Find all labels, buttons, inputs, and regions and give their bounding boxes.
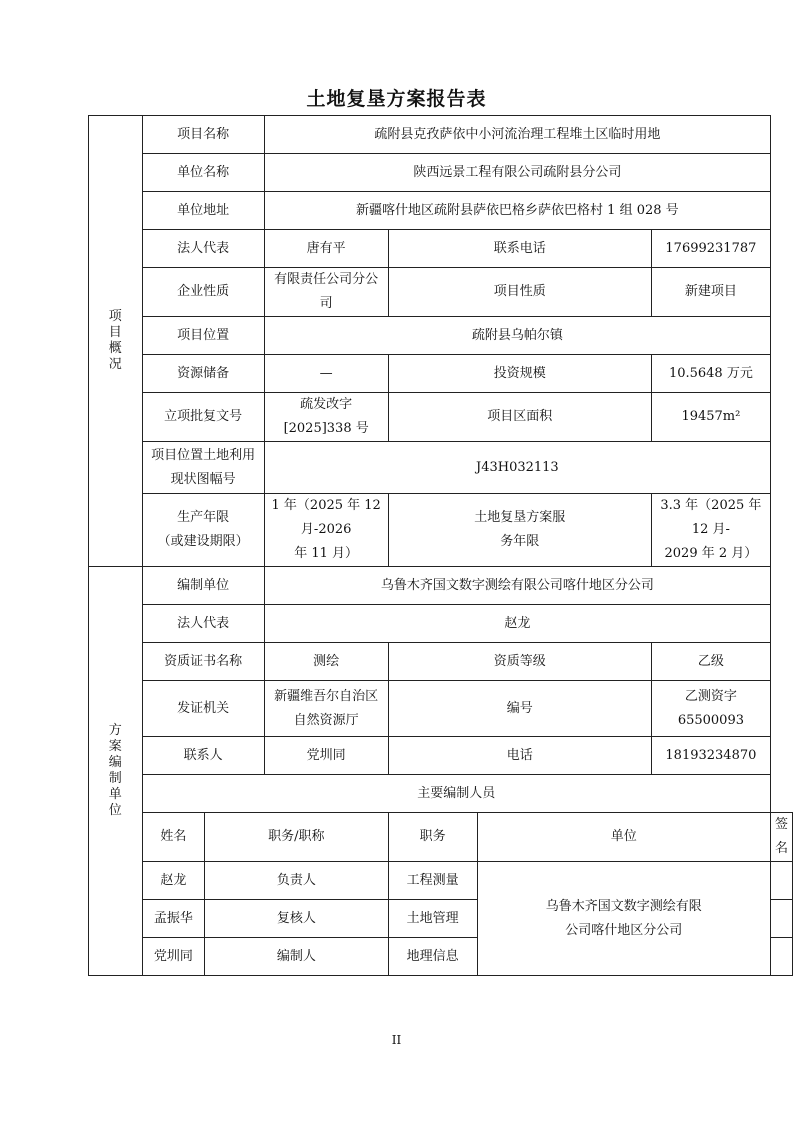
staff-title: 负责人 (205, 862, 389, 900)
approval-no-label: 立项批复文号 (142, 393, 264, 442)
cert-name-label: 资质证书名称 (142, 643, 264, 681)
investment-label: 投资规模 (388, 355, 651, 393)
area-value: 19457m² (651, 393, 770, 442)
resource-reserve-value: — (264, 355, 388, 393)
staff-col-name: 姓名 (142, 813, 204, 862)
section-label-project: 项目概况 (89, 116, 143, 567)
unit-name-label: 单位名称 (142, 154, 264, 192)
staff-name: 赵龙 (142, 862, 204, 900)
legal-rep-value: 唐有平 (264, 230, 388, 268)
area-label: 项目区面积 (388, 393, 651, 442)
staff-header: 主要编制人员 (142, 775, 770, 813)
staff-title: 编制人 (205, 938, 389, 976)
project-name-label: 项目名称 (142, 116, 264, 154)
compiler-legal-rep-label: 法人代表 (142, 605, 264, 643)
section-label-compiler: 方案编制单位 (89, 567, 143, 976)
staff-duty: 土地管理 (388, 900, 477, 938)
staff-col-title: 职务/职称 (205, 813, 389, 862)
report-table (88, 115, 793, 976)
legal-rep-label: 法人代表 (142, 230, 264, 268)
production-period-value: 1 年（2025 年 12 月-2026 年 11 月） (264, 494, 388, 567)
enterprise-nature-label: 企业性质 (142, 268, 264, 317)
staff-duty: 工程测量 (388, 862, 477, 900)
staff-col-duty: 职务 (388, 813, 477, 862)
cert-grade-label: 资质等级 (388, 643, 651, 681)
resource-reserve-label: 资源储备 (142, 355, 264, 393)
project-nature-value: 新建项目 (651, 268, 770, 317)
cert-grade-value: 乙级 (651, 643, 770, 681)
staff-duty: 地理信息 (388, 938, 477, 976)
contact-phone-label: 电话 (388, 737, 651, 775)
unit-name-value: 陕西远景工程有限公司疏附县分公司 (264, 154, 770, 192)
cert-no-value: 乙测资字 65500093 (651, 681, 770, 737)
service-period-value: 3.3 年（2025 年 12 月- 2029 年 2 月） (651, 494, 770, 567)
investment-value: 10.5648 万元 (651, 355, 770, 393)
staff-name: 党圳同 (142, 938, 204, 976)
project-name-value: 疏附县克孜萨依中小河流治理工程堆土区临时用地 (264, 116, 770, 154)
staff-title: 复核人 (205, 900, 389, 938)
phone-value: 17699231787 (651, 230, 770, 268)
map-sheet-value: J43H032113 (264, 442, 770, 494)
staff-signature (770, 900, 792, 938)
unit-address-value: 新疆喀什地区疏附县萨依巴格乡萨依巴格村 1 组 028 号 (264, 192, 770, 230)
staff-signature (770, 938, 792, 976)
cert-name-value: 测绘 (264, 643, 388, 681)
approval-no-value: 疏发改字[2025]338 号 (264, 393, 388, 442)
staff-unit: 乌鲁木齐国文数字测绘有限 公司喀什地区分公司 (477, 862, 770, 976)
unit-address-label: 单位地址 (142, 192, 264, 230)
page-title: 土地复垦方案报告表 (306, 88, 487, 110)
staff-col-unit: 单位 (477, 813, 770, 862)
location-value: 疏附县乌帕尔镇 (264, 317, 770, 355)
compiler-unit-label: 编制单位 (142, 567, 264, 605)
contact-phone-value: 18193234870 (651, 737, 770, 775)
enterprise-nature-value: 有限责任公司分公司 (264, 268, 388, 317)
staff-col-signature: 签名 (770, 813, 792, 862)
location-label: 项目位置 (142, 317, 264, 355)
project-nature-label: 项目性质 (388, 268, 651, 317)
contact-value: 党圳同 (264, 737, 388, 775)
page-number: II (391, 1033, 402, 1047)
cert-no-label: 编号 (388, 681, 651, 737)
service-period-label: 土地复垦方案服 务年限 (388, 494, 651, 567)
compiler-legal-rep-value: 赵龙 (264, 605, 770, 643)
staff-signature (770, 862, 792, 900)
staff-name: 孟振华 (142, 900, 204, 938)
phone-label: 联系电话 (388, 230, 651, 268)
issuer-value: 新疆维吾尔自治区 自然资源厅 (264, 681, 388, 737)
compiler-unit-value: 乌鲁木齐国文数字测绘有限公司喀什地区分公司 (264, 567, 770, 605)
issuer-label: 发证机关 (142, 681, 264, 737)
contact-label: 联系人 (142, 737, 264, 775)
production-period-label: 生产年限 （或建设期限） (142, 494, 264, 567)
map-sheet-label: 项目位置土地利用 现状图幅号 (142, 442, 264, 494)
